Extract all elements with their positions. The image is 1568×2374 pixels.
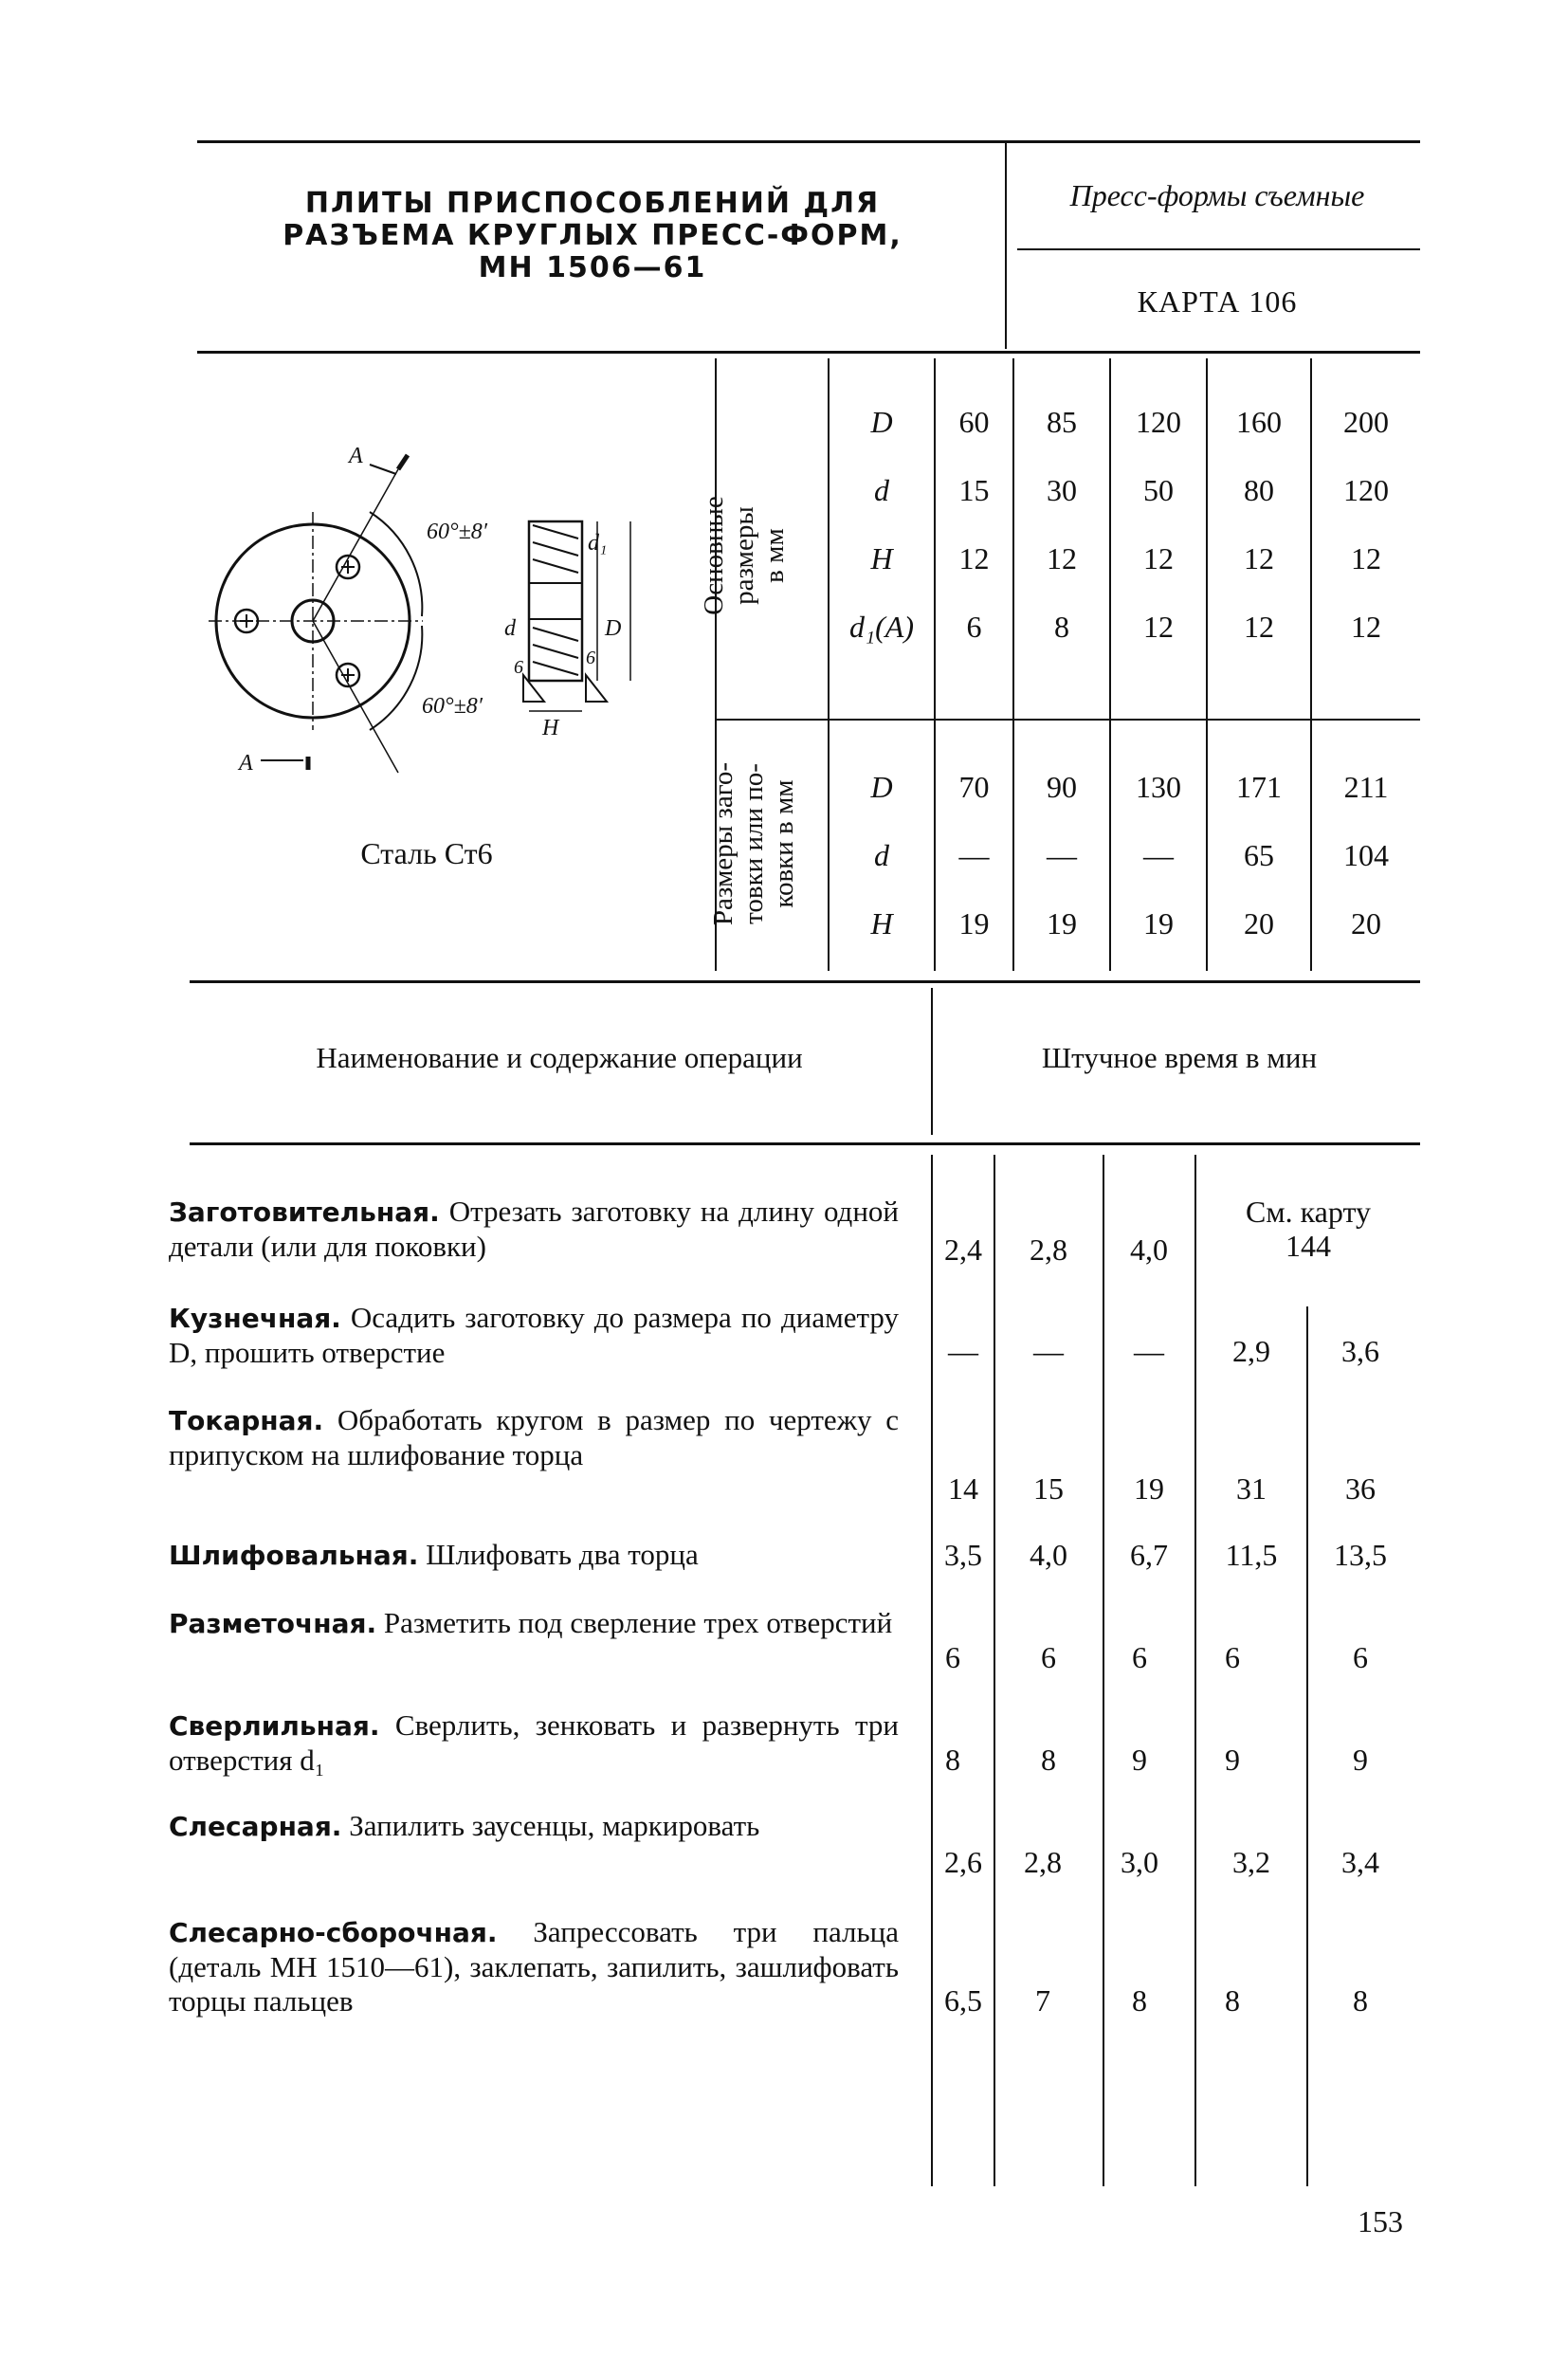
blank-dimensions-label: Размеры заго- товки или по- ковки в мм — [708, 761, 799, 926]
operation-text: Разметочная. Разметить под сверление трех отверстий — [169, 1606, 893, 1639]
dim-table-col-1 — [934, 358, 936, 971]
dim-label-D: D — [605, 616, 622, 641]
operation-text: Кузнечная. Осадить заготовку до размера по диаметру D, прошить отверстие — [169, 1301, 899, 1369]
page-number: 153 — [1358, 2204, 1403, 2238]
ops-header-bottom-rule — [190, 1142, 1420, 1145]
header-divider — [1005, 142, 1007, 349]
dim-label-roughness-1: 6 — [514, 657, 523, 678]
part-drawing — [209, 427, 683, 796]
section-label-bottom: A — [239, 751, 253, 776]
dim-label-d1: d₁ — [588, 531, 608, 556]
ops-header-divider — [931, 988, 933, 1135]
top-rule — [197, 140, 1420, 143]
page-title — [228, 188, 957, 284]
dim-table-label-divider — [828, 358, 830, 971]
dim-table-col-4 — [1206, 358, 1208, 971]
title-line-3: МН 1506—61 — [478, 251, 707, 284]
angle-label-top: 60°±8′ — [427, 520, 488, 544]
row-symbol: d₁(A) — [849, 610, 914, 644]
title-line-2: РАЗЪЕМА КРУГЛЫХ ПРЕСС-ФОРМ, — [283, 219, 903, 252]
material-label: Сталь Ст6 — [360, 836, 493, 870]
operation-text: Слесарная. Запилить заусенцы, маркировать — [169, 1809, 760, 1842]
row-symbol: H — [870, 906, 893, 940]
row-symbol: H — [870, 541, 893, 575]
row-symbol: D — [870, 405, 893, 439]
row-symbol: d — [874, 473, 889, 507]
operation-text: Заготовительная. Отрезать заготовку на длину одной детали (или для поковки) — [169, 1195, 900, 1263]
angle-label-bottom: 60°±8′ — [422, 694, 483, 719]
header-bottom-rule — [197, 351, 1420, 354]
dim-table-col-5 — [1310, 358, 1312, 971]
dim-table-bottom-rule — [190, 980, 1420, 983]
title-line-1: ПЛИТЫ ПРИСПОСОБЛЕНИЙ ДЛЯ — [304, 187, 881, 220]
card-number: КАРТА 106 — [1137, 284, 1298, 319]
dim-table-mid-rule — [715, 719, 1420, 721]
dim-label-roughness-2: 6 — [586, 648, 595, 668]
ops-time-header: Штучное время в мин — [1041, 1041, 1318, 1074]
reference-note: См. карту 144 — [1246, 1195, 1371, 1263]
ops-col-2 — [994, 1155, 995, 2186]
operation-text: Шлифовальная. Шлифовать два торца — [169, 1538, 699, 1571]
dim-label-d: d — [504, 616, 516, 641]
dim-table-col-3 — [1109, 358, 1111, 971]
row-symbol: D — [870, 770, 893, 804]
header-mid-rule — [1017, 248, 1420, 250]
operation-text: Слесарно-сборочная. Запрессовать три пальца (деталь МН 1510—61), заклепать, запилить, зашлифовать торцы пальцев — [169, 1915, 899, 2018]
ops-name-header: Наименование и содержание операции — [316, 1041, 803, 1074]
row-symbol: d — [874, 838, 889, 872]
dim-table-col-2 — [1012, 358, 1014, 971]
ops-col-5 — [1306, 1306, 1308, 2186]
dim-label-H: H — [542, 716, 559, 740]
operation-text: Токарная. Обработать кругом в размер по чертежу с припуском на шлифование торца — [169, 1403, 899, 1471]
category-label: Пресс-формы съемные — [1069, 178, 1365, 212]
operation-text: Сверлильная. Сверлить, зенковать и развернуть три отверстия d₁ — [169, 1708, 900, 1777]
section-label-top: A — [349, 444, 363, 468]
basic-dimensions-label: Основные размеры в мм — [699, 496, 790, 615]
